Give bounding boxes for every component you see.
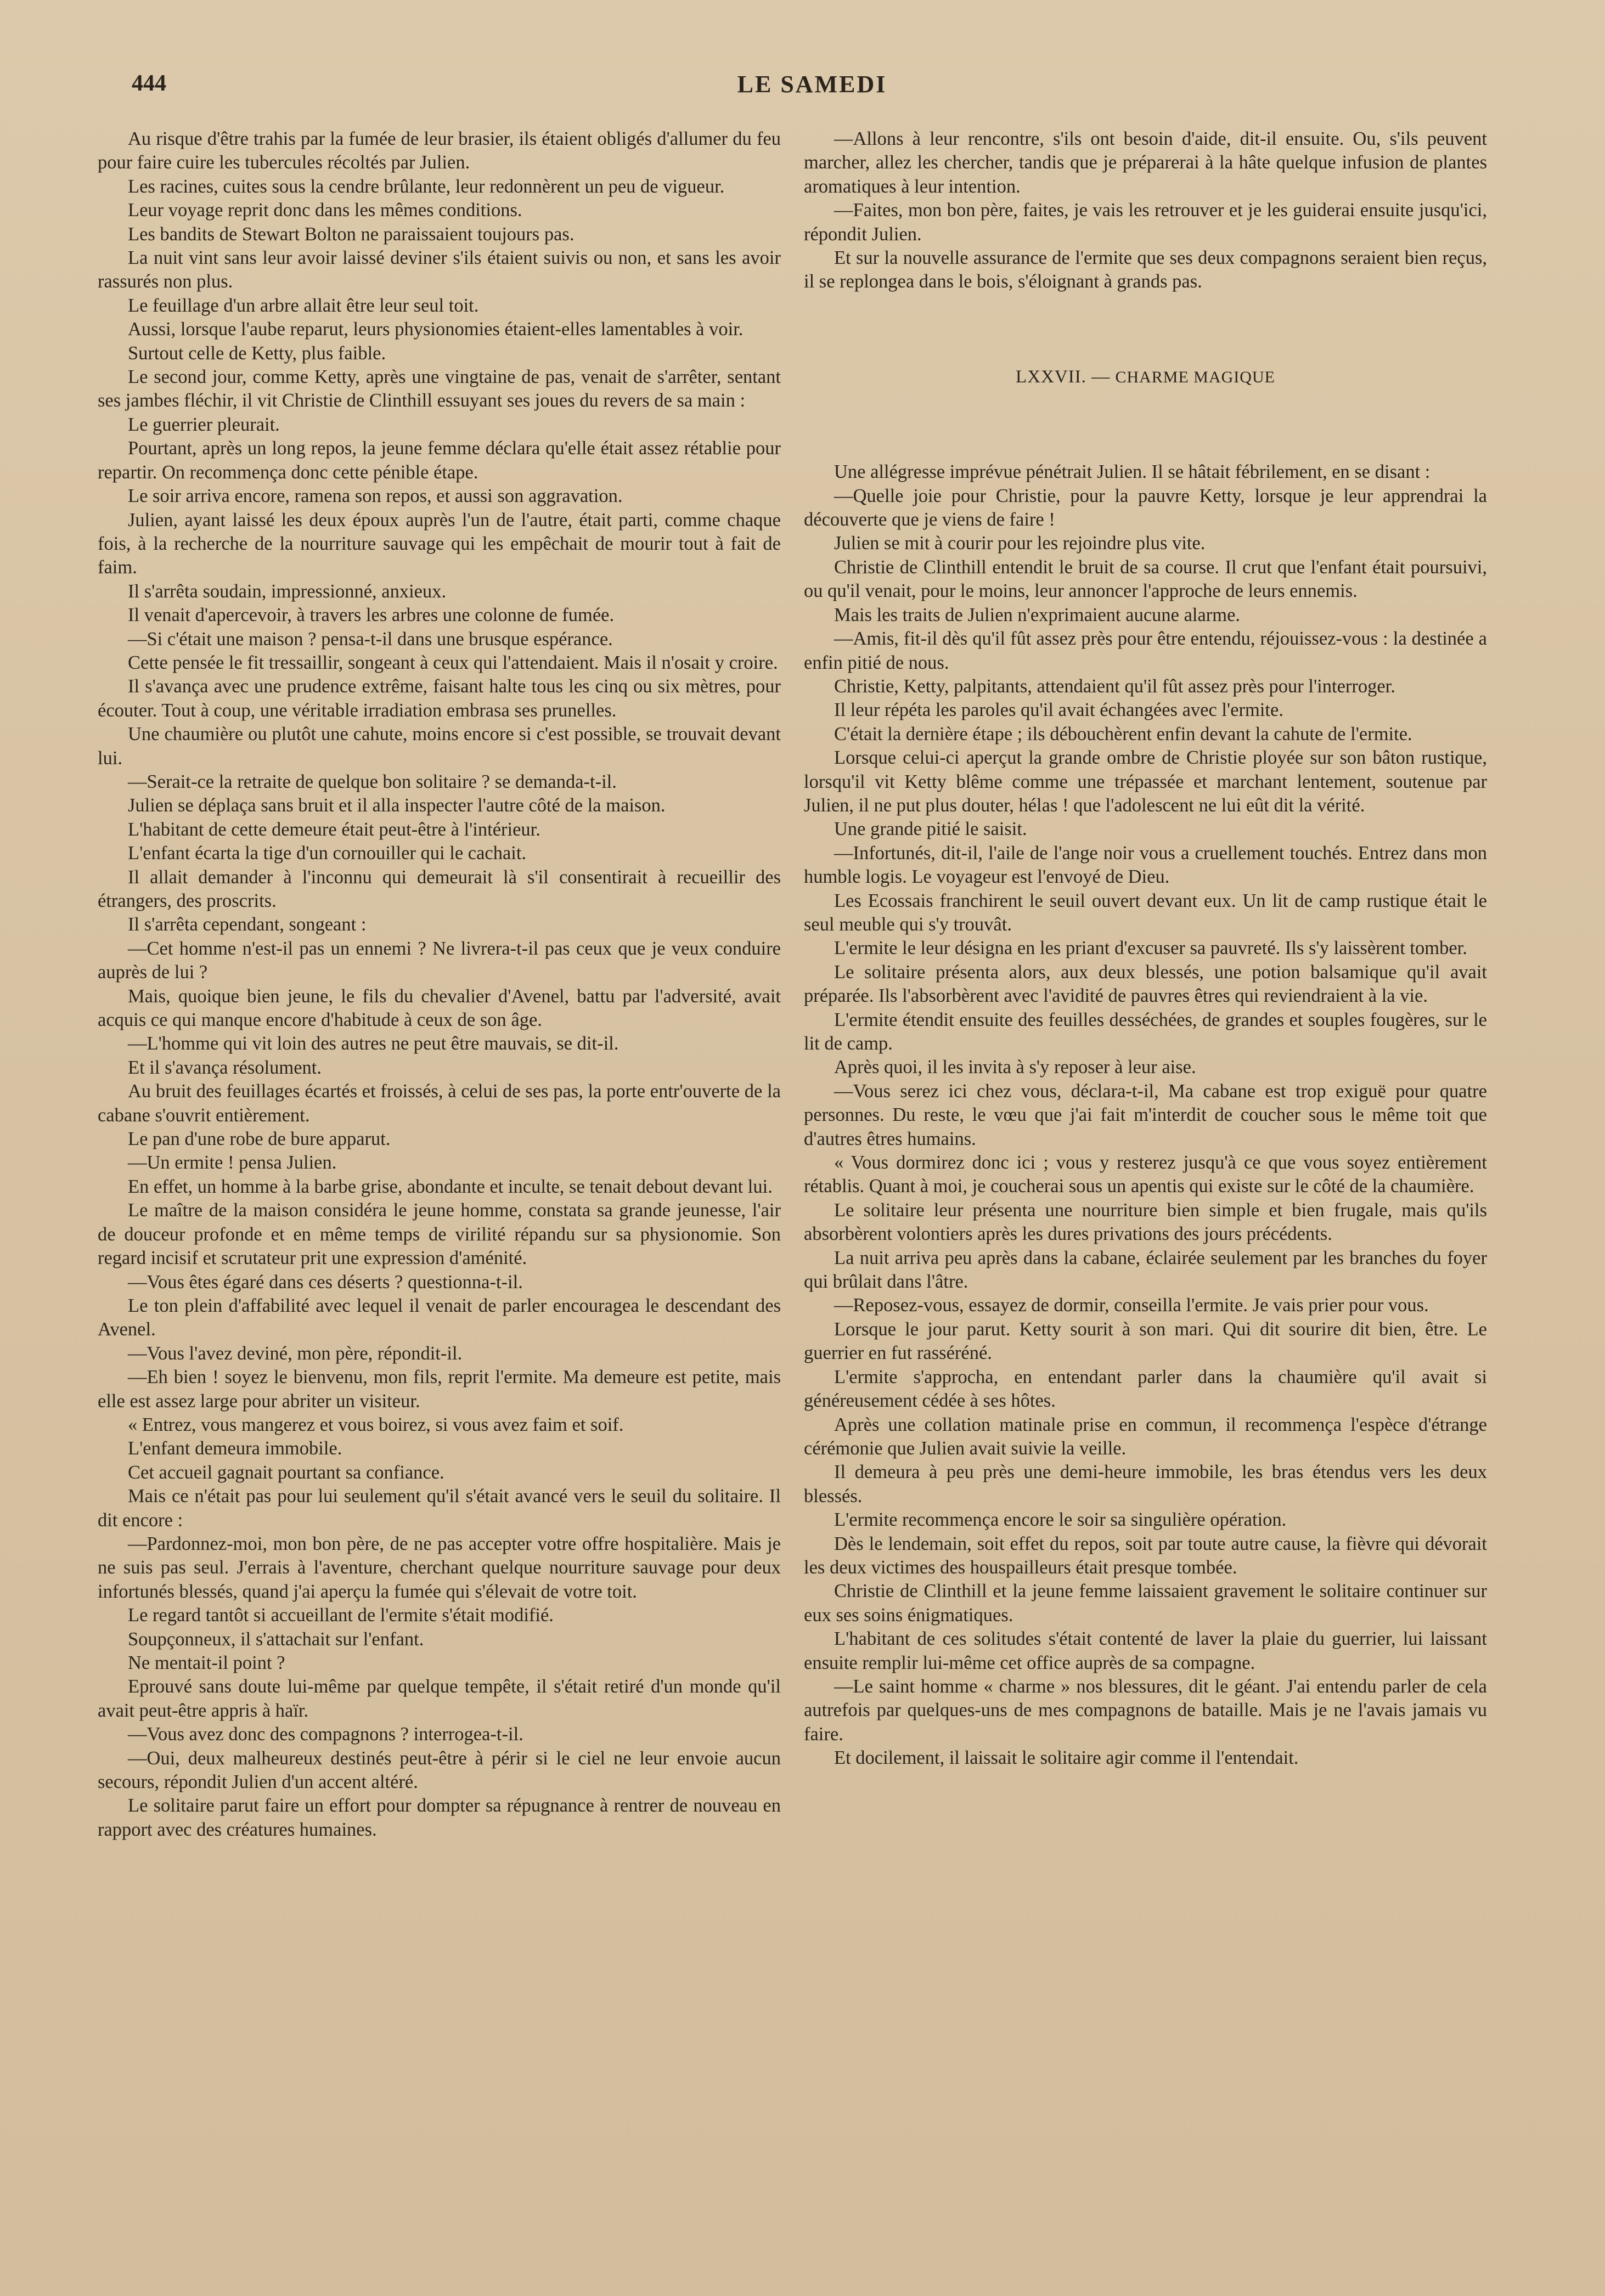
paragraph: Christie de Clinthill entendit le bruit de sa course. Il crut que l'enfant était poursuivi, ou qu'il venait, pour le moins, leur annoncer l'approche de leurs ennemis.: [804, 556, 1487, 602]
paragraph: Et sur la nouvelle assurance de l'ermite que ses deux compagnons seraient bien reçus, il se replongea dans le bois, s'éloignant à grands pas.: [804, 247, 1487, 292]
paragraph: L'ermite le leur désigna en les priant d'excuser sa pauvreté. Ils s'y laissèrent tomber.: [834, 938, 1467, 959]
right-column-after-chapter: [804, 460, 1487, 1770]
paragraph: —Cet homme n'est-il pas un ennemi ? Ne livrera-t-il pas ceux que je veux conduire auprès de lui ?: [98, 938, 781, 983]
paragraph: Une chaumière ou plutôt une cahute, moins encore si c'est possible, se trouvait devant lui.: [98, 724, 781, 769]
paragraph: L'habitant de ces solitudes s'était contenté de laver la plaie du guerrier, lui laissant ensuite remplir lui-même cet office auprès de sa compagne.: [804, 1628, 1487, 1673]
paragraph: Le solitaire parut faire un effort pour dompter sa répugnance à rentrer de nouveau en rapport avec des créatures humaines.: [98, 1795, 781, 1840]
paragraph: La nuit arriva peu après dans la cabane, éclairée seulement par les branches du foyer qui brûlait dans l'âtre.: [804, 1247, 1487, 1293]
paragraph: Le second jour, comme Ketty, après une vingtaine de pas, venait de s'arrêter, sentant ses jambes fléchir, il vit Christie de Clinthill essuyant ses joues du revers de sa main :: [98, 366, 781, 411]
paragraph: —Si c'était une maison ? pensa-t-il dans une brusque espérance.: [128, 628, 613, 650]
paragraph: Eprouvé sans doute lui-même par quelque tempête, il s'était retiré d'un monde qu'il avait peut-être appris à haïr.: [98, 1676, 781, 1721]
paragraph: La nuit vint sans leur avoir laissé deviner s'ils étaient suivis ou non, et sans les avoir rassurés non plus.: [98, 247, 781, 292]
paragraph: Lorsque le jour parut. Ketty sourit à son mari. Qui dit sourire dit bien, être. Le guerrier en fut rasséréné.: [804, 1318, 1487, 1364]
paragraph: —Vous avez donc des compagnons ? interrogea-t-il.: [128, 1724, 523, 1745]
paragraph: Leur voyage reprit donc dans les mêmes conditions.: [128, 200, 522, 221]
paragraph: Le pan d'une robe de bure apparut.: [128, 1129, 391, 1150]
paragraph: Il leur répéta les paroles qu'il avait échangées avec l'ermite.: [834, 699, 1283, 721]
chapter-heading: [804, 365, 1487, 389]
paragraph: L'ermite s'approcha, en entendant parler dans la chaumière qu'il avait si généreusement cédée à ses hôtes.: [804, 1366, 1487, 1412]
paragraph: Il s'avança avec une prudence extrême, faisant halte tous les cinq ou six mètres, pour écouter. Tout à coup, une véritable irradiation embrasa ses prunelles.: [98, 676, 781, 721]
paragraph: « Vous dormirez donc ici ; vous y resterez jusqu'à ce que vous soyez entièrement rétablis. Quant à moi, je coucherai sous un apentis qui existe sur le côté de la chaumière.: [804, 1152, 1487, 1197]
paragraph: —Un ermite ! pensa Julien.: [128, 1152, 337, 1174]
chapter-title: CHARME MAGIQUE: [1115, 368, 1275, 386]
paragraph: —Quelle joie pour Christie, pour la pauvre Ketty, lorsque je leur apprendrai la découverte que je viens de faire !: [804, 485, 1487, 531]
paragraph: Il allait demander à l'inconnu qui demeurait là s'il consentirait à recueillir des étrangers, des proscrits.: [98, 866, 781, 911]
page-number: 444: [132, 71, 166, 96]
paragraph: Le ton plein d'affabilité avec lequel il venait de parler encouragea le descendant des Avenel.: [98, 1295, 781, 1340]
paragraph: Les Ecossais franchirent le seuil ouvert devant eux. Un lit de camp rustique était le seul meuble qui s'y trouvât.: [804, 890, 1487, 935]
paragraph: —Oui, deux malheureux destinés peut-être à périr si le ciel ne leur envoie aucun secours, répondit Julien d'un accent altéré.: [98, 1747, 781, 1793]
paragraph: Dès le lendemain, soit effet du repos, soit par toute autre cause, la fièvre qui dévorait les deux victimes des houspailleurs était presque tombée.: [804, 1533, 1487, 1578]
paragraph: Il s'arrêta cependant, songeant :: [128, 914, 367, 935]
paragraph: Pourtant, après un long repos, la jeune femme déclara qu'elle était assez rétablie pour repartir. On recommença donc cette pénible étape.: [98, 438, 781, 483]
paragraph: Le regard tantôt si accueillant de l'ermite s'était modifié.: [128, 1605, 554, 1626]
paragraph: —L'homme qui vit loin des autres ne peut être mauvais, se dit-il.: [128, 1033, 619, 1054]
paragraph: —Allons à leur rencontre, s'ils ont besoin d'aide, dit-il ensuite. Ou, s'ils peuvent marcher, allez les chercher, tandis que je préparerai à la hâte quelque infusion de plantes aromatiques à leur intention.: [804, 128, 1487, 197]
paragraph: Julien, ayant laissé les deux époux auprès l'un de l'autre, était parti, comme chaque fois, à la recherche de la nourriture sauvage qui les empêchait de mourir tout à fait de faim.: [98, 509, 781, 578]
paragraph: Le soir arriva encore, ramena son repos, et aussi son aggravation.: [128, 486, 623, 507]
paragraph: Mais les traits de Julien n'exprimaient aucune alarme.: [834, 604, 1241, 625]
paragraph: Le guerrier pleurait.: [128, 414, 280, 435]
page-header: [132, 70, 1493, 109]
paragraph: —Vous êtes égaré dans ces déserts ? questionna-t-il.: [128, 1271, 523, 1293]
paragraph: C'était la dernière étape ; ils débouchèrent enfin devant la cahute de l'ermite.: [834, 723, 1412, 744]
paragraph: Une grande pitié le saisit.: [834, 819, 1027, 840]
paragraph: L'habitant de cette demeure était peut-être à l'intérieur.: [128, 819, 540, 840]
paragraph: Cet accueil gagnait pourtant sa confiance.: [128, 1462, 444, 1483]
paragraph: « Entrez, vous mangerez et vous boirez, si vous avez faim et soif.: [128, 1414, 624, 1435]
paragraph: Christie, Ketty, palpitants, attendaient qu'il fût assez près pour l'interroger.: [834, 675, 1395, 697]
chapter-number: LXXVII. —: [1016, 366, 1111, 387]
paragraph: Il demeura à peu près une demi-heure immobile, les bras étendus vers les deux blessés.: [804, 1462, 1487, 1507]
paragraph: Au bruit des feuillages écartés et froissés, à celui de ses pas, la porte entr'ouverte de la cabane s'ouvrit entièrement.: [98, 1081, 781, 1126]
paragraph: Lorsque celui-ci aperçut la grande ombre de Christie ployée sur son bâton rustique, lorsqu'il vit Ketty blême comme une trépassée et marchant lentement, soutenue par Julien, il ne put plus douter, hélas ! que l'adolescent ne lui eût dit la vérité.: [804, 747, 1487, 816]
right-column-before-chapter: [804, 127, 1487, 294]
paragraph: Et il s'avança résolument.: [128, 1057, 322, 1078]
paragraph: Christie de Clinthill et la jeune femme laissaient gravement le solitaire continuer sur eux ses soins énigmatiques.: [804, 1581, 1487, 1626]
paragraph: Surtout celle de Ketty, plus faible.: [128, 342, 386, 364]
paragraph: —Le saint homme « charme » nos blessures, dit le géant. J'ai entendu parler de cela autrefois par quelques-uns de mes compagnons de bataille. Mais je ne l'avais jamais vu faire.: [804, 1676, 1487, 1745]
paragraph: Le maître de la maison considéra le jeune homme, constata sa grande jeunesse, l'air de douceur profonde et en même temps de virilité répandu sur sa physionomie. Son regard incisif et scrutateur prit une expression d'aménité.: [98, 1200, 781, 1269]
paragraph: Le solitaire leur présenta une nourriture bien simple et bien frugale, mais qu'ils absorbèrent volontiers après les dures privations des jours précédents.: [804, 1199, 1487, 1245]
paragraph: Après une collation matinale prise en commun, il recommença l'espèce d'étrange cérémonie que Julien avait suivie la veille.: [804, 1414, 1487, 1459]
paragraph: Une allégresse imprévue pénétrait Julien. Il se hâtait fébrilement, en se disant :: [834, 461, 1431, 483]
paragraph: —Eh bien ! soyez le bienvenu, mon fils, reprit l'ermite. Ma demeure est petite, mais elle est assez large pour abriter un visiteur.: [98, 1367, 781, 1412]
paragraph: Cette pensée le fit tressaillir, songeant à ceux qui l'attendaient. Mais il n'osait y croire.: [128, 652, 778, 673]
paragraph: Le solitaire présenta alors, aux deux blessés, une potion balsamique qu'il avait préparée. Ils l'absorbèrent avec l'avidité de pauvres êtres qui reviendraient à la vie.: [804, 961, 1487, 1007]
paragraph: Il venait d'apercevoir, à travers les arbres une colonne de fumée.: [128, 605, 615, 626]
paragraph: —Faites, mon bon père, faites, je vais les retrouver et je les guiderai ensuite jusqu'ici, répondit Julien.: [804, 200, 1487, 245]
paragraph: Julien se mit à courir pour les rejoindre plus vite.: [834, 533, 1206, 554]
paragraph: Mais ce n'était pas pour lui seulement qu'il s'était avancé vers le seuil du solitaire. Il dit encore :: [98, 1486, 781, 1531]
paragraph: Soupçonneux, il s'attachait sur l'enfant.: [128, 1628, 424, 1650]
paragraph: Les bandits de Stewart Bolton ne paraissaient toujours pas.: [128, 223, 575, 245]
paragraph: —Pardonnez-moi, mon bon père, de ne pas accepter votre offre hospitalière. Mais je ne suis pas seul. J'errais à l'aventure, cherchant quelque nourriture sauvage pour deux infortunés blessés, quand j'ai aperçu la fumée qui s'élevait de votre toit.: [98, 1533, 781, 1602]
paragraph: Ne mentait-il point ?: [128, 1652, 285, 1673]
paragraph: Les racines, cuites sous la cendre brûlante, leur redonnèrent un peu de vigueur.: [128, 176, 725, 197]
paragraph: —Serait-ce la retraite de quelque bon solitaire ? se demanda-t-il.: [128, 771, 617, 792]
paragraph: L'ermite recommença encore le soir sa singulière opération.: [834, 1509, 1287, 1531]
paragraph: —Vous serez ici chez vous, déclara-t-il, Ma cabane est trop exiguë pour quatre personnes. Du reste, le vœu que j'ai fait m'interdit de coucher sous le même toit que d'autres êtres humains.: [804, 1080, 1487, 1149]
paragraph: Il s'arrêta soudain, impressionné, anxieux.: [128, 580, 447, 602]
right-column: [804, 127, 1487, 2135]
paragraph: Et docilement, il laissait le solitaire agir comme il l'entendait.: [834, 1747, 1299, 1769]
paragraph: Julien se déplaça sans bruit et il alla inspecter l'autre côté de la maison.: [128, 795, 666, 816]
paragraph: —Infortunés, dit-il, l'aile de l'ange noir vous a cruellement touchés. Entrez dans mon humble logis. Le voyageur est l'envoyé de Dieu.: [804, 842, 1487, 888]
paragraph: Mais, quoique bien jeune, le fils du chevalier d'Avenel, battu par l'adversité, avait acquis ce qui manque encore d'habitude à ceux de son âge.: [98, 985, 781, 1031]
left-column: [98, 127, 781, 2135]
paragraph: Aussi, lorsque l'aube reparut, leurs physionomies étaient-elles lamentables à voir.: [128, 319, 744, 340]
paragraph: —Reposez-vous, essayez de dormir, conseilla l'ermite. Je vais prier pour vous.: [834, 1295, 1429, 1316]
paragraph: En effet, un homme à la barbe grise, abondante et inculte, se tenait debout devant lui.: [128, 1176, 773, 1197]
paragraph: Le feuillage d'un arbre allait être leur seul toit.: [128, 295, 479, 316]
running-title: LE SAMEDI: [737, 71, 887, 98]
paragraph: Au risque d'être trahis par la fumée de leur brasier, ils étaient obligés d'allumer du feu pour faire cuire les tubercules récoltés par Julien.: [98, 128, 781, 173]
paragraph: L'ermite étendit ensuite des feuilles desséchées, de grandes et souples fougères, sur le lit de camp.: [804, 1009, 1487, 1054]
paragraph: Après quoi, il les invita à s'y reposer à leur aise.: [834, 1057, 1196, 1078]
paragraph: L'enfant demeura immobile.: [128, 1438, 342, 1459]
paragraph: —Amis, fit-il dès qu'il fût assez près pour être entendu, réjouissez-vous : la destinée a enfin pitié de nous.: [804, 628, 1487, 673]
paragraph: —Vous l'avez deviné, mon père, répondit-il.: [128, 1342, 463, 1364]
paragraph: L'enfant écarta la tige d'un cornouiller qui le cachait.: [128, 843, 527, 864]
